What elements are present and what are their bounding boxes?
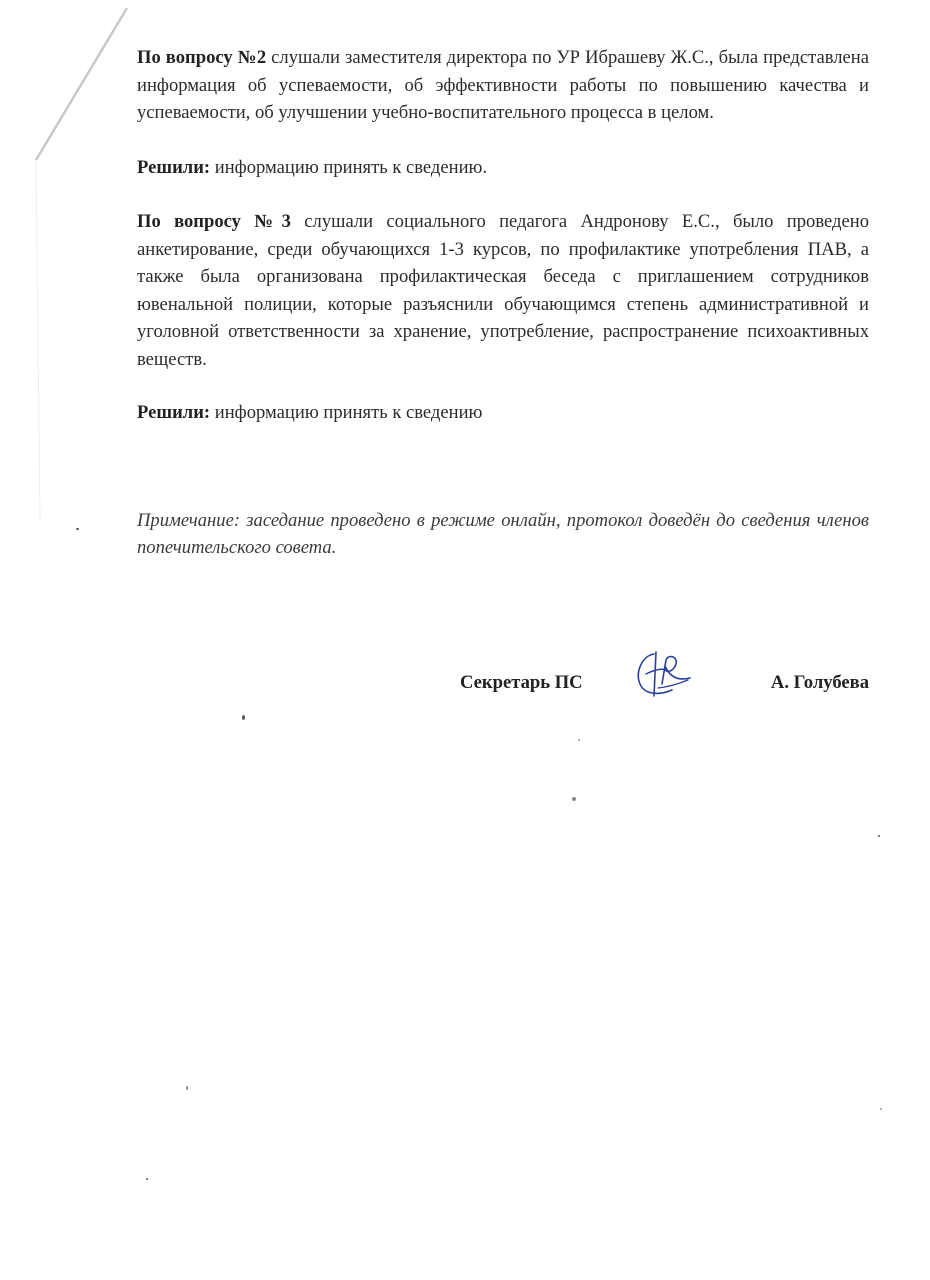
scan-speck [242,715,245,720]
paragraph-lead: Решили: [137,402,211,423]
paragraph-decision-2 [137,399,869,427]
signatory-title: Секретарь ПС [460,672,583,693]
paragraph-question-2 [137,44,869,127]
paragraph-text: информацию принять к сведению [210,402,483,423]
paragraph-text: слушали социального педагога Андронову Е.С., было проведено анкетирование, среди обучающихся 1-3 курсов, по профилактике употребления ПАВ, а также была организована профилактическая беседа с приглашением сотрудников ювенальной полиции, которые разъяснили обучающимся степень административной и уголовной ответственности за хранение, употребление, распространение психоактивных веществ. [137,211,869,370]
paragraph-lead: По вопросу №3 [137,211,291,232]
paragraph-lead: По вопросу №2 [137,47,267,68]
paragraph-text: информацию принять к сведению. [210,156,488,178]
paragraph-text: слушали заместителя директора по УР Ибрашеву Ж.С., была представлена информация об успеваемости, об эффективности работы по повышению качества и успеваемости, об улучшении учебно-воспитательного процесса в целом. [137,47,870,123]
scan-speck [572,797,576,801]
paragraph-decision-1 [137,154,869,182]
signature-block [137,672,869,702]
scan-speck [878,835,880,837]
document-body [137,44,869,562]
paragraph-lead: Решили: [137,156,211,178]
scan-speck [880,1108,882,1110]
handwritten-signature [632,650,696,700]
paragraph-question-3 [137,208,869,373]
signatory-name: А. Голубева [770,672,869,693]
scan-speck [186,1086,188,1090]
scan-speck [578,739,580,741]
note-text: Примечание: заседание проведено в режиме онлайн, протокол доведён до сведения членов попечительского совета. [137,509,869,558]
scan-speck [146,1178,148,1180]
scan-speck [76,528,79,530]
